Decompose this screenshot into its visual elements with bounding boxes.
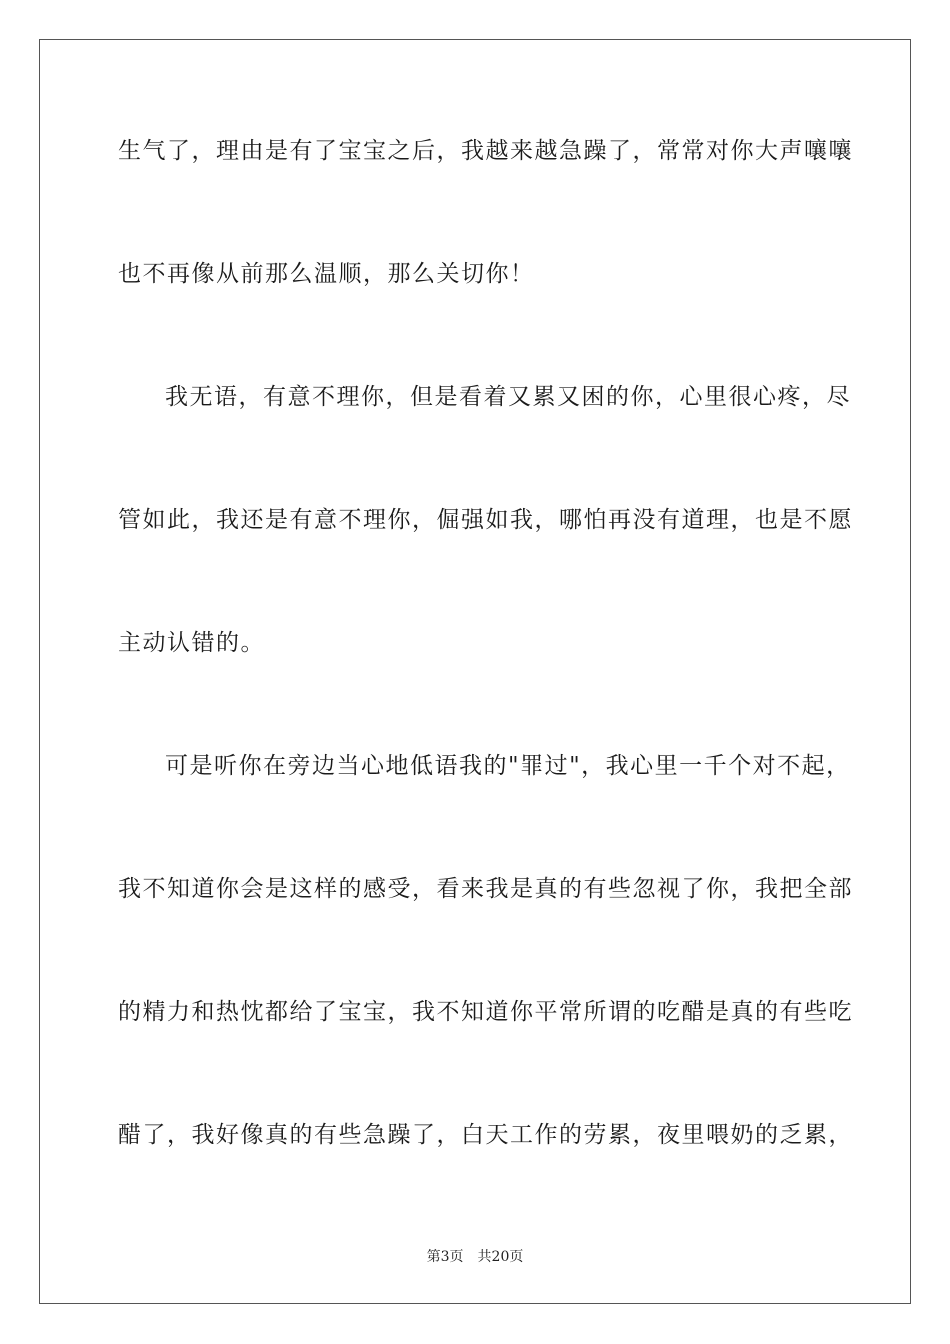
page-number: 第3页 xyxy=(426,1249,464,1265)
text-line-8: 的精力和热忱都给了宝宝，我不知道你平常所谓的吃醋是真的有些吃 xyxy=(118,999,853,1025)
page-total: 共20页 xyxy=(477,1249,524,1265)
text-line-6: 可是听你在旁边当心地低语我的"罪过"，我心里一千个对不起， xyxy=(165,753,851,779)
text-line-9: 醋了，我好像真的有些急躁了，白天工作的劳累，夜里喂奶的乏累， xyxy=(118,1122,853,1148)
page-border xyxy=(39,39,911,1304)
text-line-1: 生气了，理由是有了宝宝之后，我越来越急躁了，常常对你大声嚷嚷 xyxy=(118,138,853,164)
text-line-4: 管如此，我还是有意不理你，倔强如我，哪怕再没有道理，也是不愿 xyxy=(118,507,853,533)
text-line-7: 我不知道你会是这样的感受，看来我是真的有些忽视了你，我把全部 xyxy=(118,876,853,902)
text-line-3: 我无语，有意不理你，但是看着又累又困的你，心里很心疼，尽 xyxy=(165,384,851,410)
text-line-5: 主动认错的。 xyxy=(118,630,265,656)
text-line-2: 也不再像从前那么温顺，那么关切你！ xyxy=(118,261,535,287)
page-footer xyxy=(0,1247,950,1267)
